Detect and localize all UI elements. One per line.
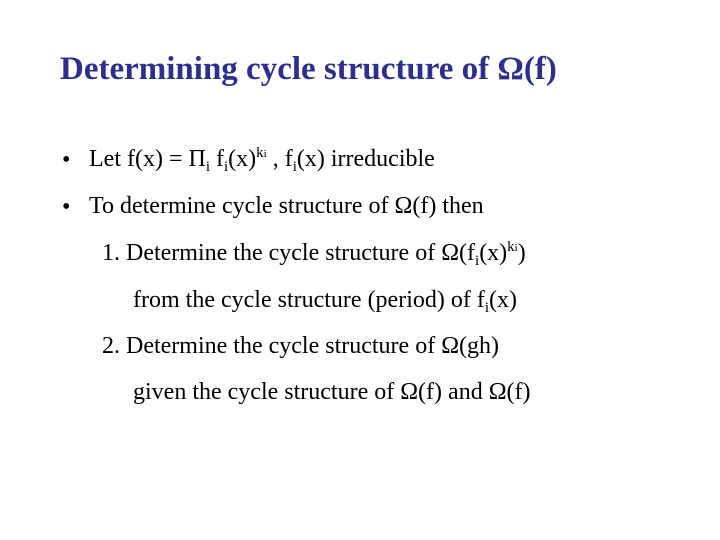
step1-line-2 bbox=[133, 287, 517, 316]
step1-sup-i-text: i bbox=[514, 242, 518, 254]
step2-text-a: Determine the cycle structure of Ω(gh) bbox=[126, 333, 500, 359]
step1-text-b: (x) bbox=[479, 240, 508, 266]
bullet1-sub-i: i bbox=[292, 159, 297, 175]
step1-sup-k bbox=[507, 239, 518, 255]
bullet-line-2: To determine cycle structure of Ω(f) then bbox=[89, 193, 484, 219]
bullet-line-1 bbox=[89, 145, 435, 175]
step1-line-1 bbox=[102, 239, 526, 269]
bullet1-sub-i: i bbox=[224, 159, 229, 175]
bullet1-text-e: (x) irreducible bbox=[296, 146, 435, 172]
slide-title: Determining cycle structure of Ω(f) bbox=[60, 51, 557, 87]
bullet-marker-2: • bbox=[62, 194, 71, 220]
bullet1-text-b: f bbox=[210, 146, 224, 172]
step1-sub-i: i bbox=[475, 253, 480, 269]
bullet1-text-d: , f bbox=[266, 146, 293, 172]
step1-line2-text-b: (x) bbox=[489, 287, 517, 313]
step1-text-c: ) bbox=[517, 240, 526, 266]
step2-number: 2. bbox=[102, 333, 120, 359]
bullet1-sub-i: i bbox=[205, 159, 210, 175]
bullet-marker-1: • bbox=[62, 147, 71, 173]
step1-text-a: Determine the cycle structure of Ω(f bbox=[126, 240, 476, 266]
bullet1-sup-k-text: k bbox=[256, 145, 264, 161]
step1-line2-text-a: from the cycle structure (period) of f bbox=[133, 287, 485, 313]
step1-line2-sub-i: i bbox=[484, 300, 490, 316]
bullet1-sup-i-text: i bbox=[263, 148, 267, 160]
bullet1-text-a: Let f(x) = Π bbox=[89, 146, 206, 172]
step2-line-1 bbox=[102, 334, 499, 358]
step2-line-2: given the cycle structure of Ω(f) and Ω(f) bbox=[133, 379, 531, 405]
step1-number: 1. bbox=[102, 240, 120, 266]
step1-sup-k-text: k bbox=[507, 239, 515, 255]
bullet1-text-c: (x) bbox=[228, 146, 257, 172]
bullet1-sup-k bbox=[256, 145, 267, 161]
